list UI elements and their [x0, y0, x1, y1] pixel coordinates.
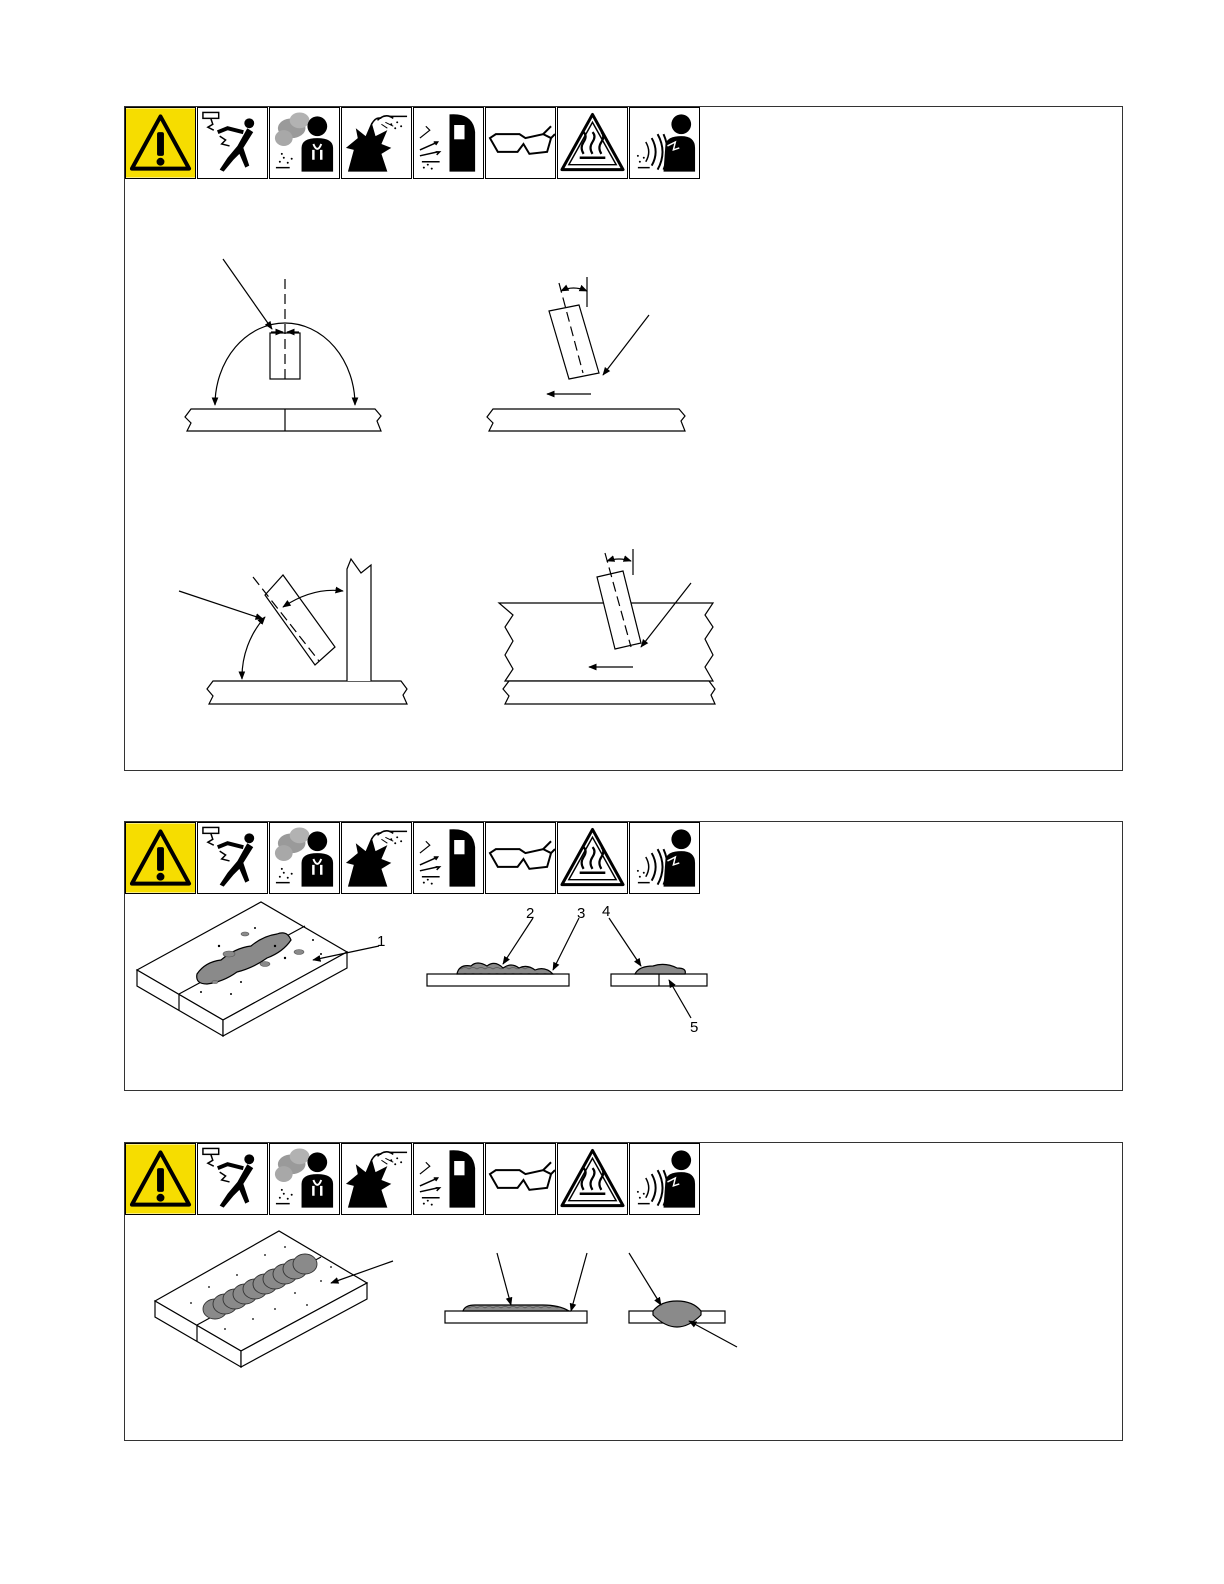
poor-weld-bead-panel	[124, 821, 1123, 1091]
callout-5: 5	[690, 1019, 699, 1036]
good-weld-side-view-diagram	[445, 1253, 587, 1323]
fillet-joint-side-view-diagram	[499, 549, 715, 704]
poor-weld-end-view-diagram	[609, 918, 707, 1018]
good-weld-end-view-diagram	[629, 1253, 737, 1347]
poor-weld-side-view-diagram	[427, 918, 579, 986]
electrode-angle-diagrams	[125, 107, 1124, 772]
callout-2: 2	[526, 905, 535, 922]
good-weld-plate-diagram	[155, 1231, 393, 1367]
callout-1: 1	[377, 933, 386, 950]
butt-joint-side-view-diagram	[487, 277, 685, 431]
good-weld-bead-panel	[124, 1142, 1123, 1441]
callout-4: 4	[602, 903, 611, 920]
poor-weld-plate-diagram	[137, 902, 379, 1036]
callout-3: 3	[577, 905, 586, 922]
fillet-joint-end-view-diagram	[179, 559, 407, 704]
good-weld-diagrams	[125, 1143, 1124, 1442]
butt-joint-end-view-diagram	[185, 259, 381, 431]
poor-weld-diagrams	[125, 822, 1124, 1092]
welding-angle-panel	[124, 106, 1123, 771]
